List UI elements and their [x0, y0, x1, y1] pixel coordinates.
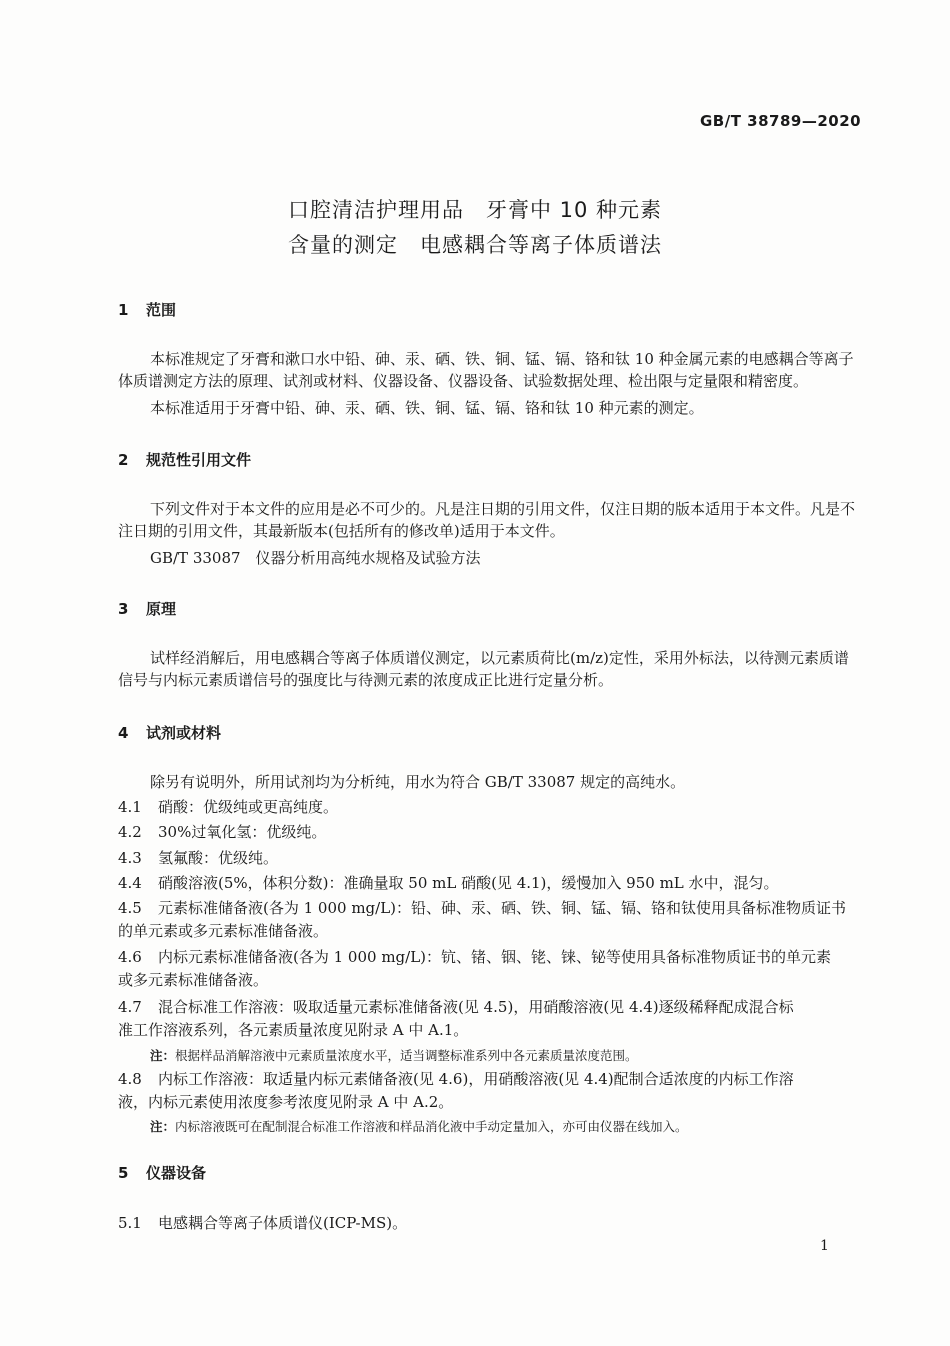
- section-title: 范围: [146, 301, 177, 319]
- section-heading-scope: [118, 299, 176, 320]
- title-line-2: 含量的测定 电感耦合等离子体质谱法: [288, 233, 662, 257]
- section-number: 5: [118, 1164, 129, 1182]
- clause-4-5-cont: 的单元素或多元素标准储备液。: [118, 922, 329, 940]
- section-number: 2: [118, 451, 129, 469]
- principle-paragraph: 试样经消解后，用电感耦合等离子体质谱仪测定，以元素质荷比(m/z)定性，采用外标法，以待测元素质谱信号与内标元素质谱信号的强度比与待测元素的浓度成正比进行定量分析。: [118, 649, 849, 689]
- clause-4-2: 4.2 30%过氧化氢：优级纯。: [118, 823, 327, 841]
- standard-number: GB/T 38789—2020: [700, 112, 862, 130]
- clause-4-8-cont: 液，内标元素使用浓度参考浓度见附录 A 中 A.2。: [118, 1093, 454, 1111]
- clause-4-7: 4.7 混合标准工作溶液：吸取适量元素标准储备液(见 4.5)，用硝酸溶液(见 4.4)逐级稀释配成混合标: [118, 998, 794, 1016]
- section-number: 4: [118, 724, 129, 742]
- reference-item: GB/T 33087 仪器分析用高纯水规格及试验方法: [150, 549, 481, 567]
- clause-4-5: 4.5 元素标准储备液(各为 1 000 mg/L)：铅、砷、汞、硒、铁、铜、锰、镉、铬和钛使用具备标准物质证书: [118, 899, 847, 917]
- clause-4-4: 4.4 硝酸溶液(5%，体积分数)：准确量取 50 mL 硝酸(见 4.1)，缓慢加入 950 mL 水中，混匀。: [118, 874, 779, 892]
- reagents-intro: 除另有说明外，所用试剂均为分析纯，用水为符合 GB/T 33087 规定的高纯水。: [150, 773, 686, 791]
- scope-paragraph-2: 本标准适用于牙膏中铅、砷、汞、硒、铁、铜、锰、镉、铬和钛 10 种元素的测定。: [150, 399, 704, 417]
- section-heading-principle: [118, 598, 176, 619]
- section-number: 3: [118, 600, 129, 618]
- note-1: 注：根据样品消解溶液中元素质量浓度水平，适当调整标准系列中各元素质量浓度范围。: [150, 1048, 638, 1063]
- section-title: 试剂或材料: [146, 724, 222, 742]
- clause-4-8: 4.8 内标工作溶液：取适量内标元素储备液(见 4.6)，用硝酸溶液(见 4.4)配制合适浓度的内标工作溶: [118, 1070, 794, 1088]
- clause-4-6-cont: 或多元素标准储备液。: [118, 971, 269, 989]
- scope-paragraph-1: 本标准规定了牙膏和漱口水中铅、砷、汞、硒、铁、铜、锰、镉、铬和钛 10 种金属元素的电感耦合等离子体质谱测定方法的原理、试剂或材料、仪器设备、仪器设备、试验数据处理、检出限与定量限和精密度。: [118, 350, 854, 390]
- clause-4-1: 4.1 硝酸：优级纯或更高纯度。: [118, 798, 339, 816]
- section-heading-apparatus: [118, 1162, 206, 1183]
- page-number: 1: [820, 1238, 829, 1254]
- clause-4-6: 4.6 内标元素标准储备液(各为 1 000 mg/L)：钪、锗、铟、铑、铼、铋等使用具备标准物质证书的单元素: [118, 948, 832, 966]
- clause-4-3: 4.3 氢氟酸：优级纯。: [118, 849, 279, 867]
- title-line-1: 口腔清洁护理用品 牙膏中 10 种元素: [287, 198, 663, 222]
- section-heading-references: [118, 449, 251, 470]
- section-title: 规范性引用文件: [146, 451, 252, 469]
- clause-4-7-cont: 准工作溶液系列，各元素质量浓度见附录 A 中 A.1。: [118, 1021, 469, 1039]
- note-2: 注：内标溶液既可在配制混合标准工作溶液和样品消化液中手动定量加入，亦可由仪器在线加入。: [150, 1119, 688, 1134]
- section-title: 仪器设备: [146, 1164, 207, 1182]
- section-number: 1: [118, 301, 129, 319]
- clause-5-1: 5.1 电感耦合等离子体质谱仪(ICP-MS)。: [118, 1214, 408, 1232]
- section-title: 原理: [146, 600, 177, 618]
- references-paragraph: 下列文件对于本文件的应用是必不可少的。凡是注日期的引用文件，仅注日期的版本适用于本文件。凡是不注日期的引用文件，其最新版本(包括所有的修改单)适用于本文件。: [118, 500, 856, 540]
- section-heading-reagents: [118, 722, 221, 743]
